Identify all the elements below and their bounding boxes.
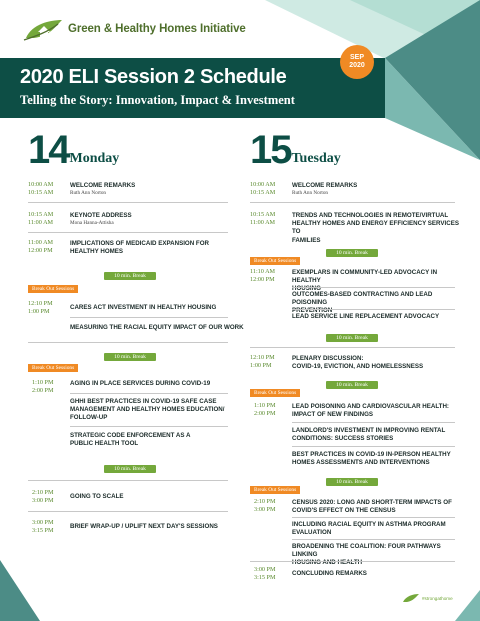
divider bbox=[292, 539, 455, 540]
time-start: 12:10 PM bbox=[28, 300, 53, 307]
tuesday-s3-c: LEAD SERVICE LINE REPLACEMENT ADVOCACY bbox=[292, 313, 440, 320]
monday-s2-time bbox=[28, 211, 53, 227]
monday-s4-a: CARES ACT INVESTMENT IN HEALTHY HOUSING bbox=[70, 304, 217, 311]
breakout-label: Break Out Sessions bbox=[250, 486, 300, 494]
title-line: HOUSING bbox=[292, 285, 321, 293]
monday-s4-time bbox=[28, 300, 53, 316]
time-start: 10:00 AM bbox=[250, 181, 276, 188]
title-line: TRENDS AND TECHNOLOGIES IN REMOTE/VIRTUAL bbox=[292, 212, 449, 219]
tuesday-s4-time bbox=[250, 354, 275, 370]
title-line: BROADENING THE COALITION: FOUR PATHWAYS LINKING bbox=[292, 543, 441, 559]
tuesday-s6-a bbox=[292, 499, 467, 515]
monday-date: 14 bbox=[28, 128, 69, 172]
divider bbox=[28, 511, 228, 512]
time-end: 3:00 PM bbox=[254, 506, 276, 513]
title-line: CONDITIONS: SUCCESS STORIES bbox=[292, 435, 394, 443]
session-speaker: Ruth Ann Norton bbox=[292, 190, 329, 197]
session-title: WELCOME REMARKS bbox=[292, 182, 358, 189]
tuesday-s1-time bbox=[250, 181, 275, 197]
break-bar: 10 min. Break bbox=[326, 381, 378, 389]
time-end: 2:00 PM bbox=[32, 387, 54, 394]
time-end: 11:00 AM bbox=[250, 219, 276, 226]
monday-s5-a: AGING IN PLACE SERVICES DURING COVID-19 bbox=[70, 380, 211, 387]
time-start: 12:10 PM bbox=[250, 354, 275, 361]
time-start: 2:10 PM bbox=[32, 489, 54, 496]
date-badge-month: SEP bbox=[349, 54, 364, 61]
tuesday-s5-time bbox=[254, 402, 276, 418]
break-bar: 10 min. Break bbox=[326, 334, 378, 342]
time-end: 3:15 PM bbox=[32, 527, 54, 534]
page-subtitle: Telling the Story: Innovation, Impact & Investment bbox=[20, 93, 295, 107]
tuesday-s4-title bbox=[292, 355, 467, 371]
footer-hashtag: #strongathome bbox=[422, 595, 453, 601]
divider bbox=[70, 393, 228, 394]
tuesday-s6-c bbox=[292, 543, 467, 568]
time-start: 10:15 AM bbox=[250, 211, 276, 218]
title-line: INCLUDING RACIAL EQUITY IN ASTHMA PROGRAM bbox=[292, 521, 446, 528]
time-end: 3:00 PM bbox=[32, 497, 54, 504]
title-line: EVALUATION bbox=[292, 529, 332, 537]
time-end: 12:00 PM bbox=[28, 247, 53, 254]
tuesday-s3-time bbox=[250, 268, 275, 284]
time-end: 1:00 PM bbox=[250, 362, 272, 369]
tuesday-date: 15 bbox=[250, 128, 291, 172]
tuesday-s6-b bbox=[292, 521, 467, 537]
time-start: 11:10 AM bbox=[250, 268, 276, 275]
break-bar: 10 min. Break bbox=[104, 465, 156, 473]
title-line: LANDLORD'S INVESTMENT IN IMPROVING RENTAL bbox=[292, 427, 446, 434]
divider bbox=[28, 232, 228, 233]
breakout-label: Break Out Sessions bbox=[28, 285, 78, 293]
monday-s1-time bbox=[28, 181, 53, 197]
breakout-label: Break Out Sessions bbox=[250, 257, 300, 265]
title-line: PLENARY DISCUSSION: bbox=[292, 355, 364, 362]
time-start: 11:00 AM bbox=[28, 239, 54, 246]
break-bar: 10 min. Break bbox=[104, 272, 156, 280]
title-line: OUTCOMES-BASED CONTRACTING AND LEAD POISONING bbox=[292, 291, 433, 307]
divider bbox=[28, 202, 228, 203]
tuesday-s2-time bbox=[250, 211, 275, 227]
tuesday-s6-time bbox=[254, 498, 276, 514]
divider bbox=[292, 517, 455, 518]
monday-s2-title bbox=[70, 212, 255, 227]
time-end: 11:00 AM bbox=[28, 219, 54, 226]
tuesday-heading bbox=[250, 128, 341, 172]
monday-s5-c bbox=[70, 432, 255, 448]
org-name: Green & Healthy Homes Initiative bbox=[68, 23, 246, 35]
title-line: PUBLIC HEALTH TOOL bbox=[70, 440, 139, 448]
tuesday-label: Tuesday bbox=[291, 151, 341, 166]
time-start: 10:00 AM bbox=[28, 181, 54, 188]
session-title: KEYNOTE ADDRESS bbox=[70, 212, 132, 219]
time-end: 12:00 PM bbox=[250, 276, 275, 283]
title-line: CENSUS 2020: LONG AND SHORT-TERM IMPACTS OF bbox=[292, 499, 452, 506]
session-speaker: Ruth Ann Norton bbox=[70, 190, 107, 197]
title-line: IMPACT OF NEW FINDINGS bbox=[292, 411, 374, 419]
time-start: 3:00 PM bbox=[254, 566, 276, 573]
tuesday-s7-title: CONCLUDING REMARKS bbox=[292, 570, 367, 577]
time-start: 3:00 PM bbox=[32, 519, 54, 526]
time-start: 10:15 AM bbox=[28, 211, 54, 218]
break-bar: 10 min. Break bbox=[104, 353, 156, 361]
divider bbox=[28, 342, 228, 343]
monday-s6-time bbox=[32, 489, 54, 505]
title-line: LEAD POISONING AND CARDIOVASCULAR HEALTH: bbox=[292, 403, 449, 410]
divider bbox=[292, 446, 455, 447]
session-title: WELCOME REMARKS bbox=[70, 182, 136, 189]
tuesday-s5-b bbox=[292, 427, 467, 443]
title-line: HOMES ASSESSMENTS AND INTERVENTIONS bbox=[292, 459, 430, 467]
divider bbox=[292, 309, 455, 310]
date-badge bbox=[340, 45, 374, 79]
session-speaker: Mona Hanna-Attisha bbox=[70, 220, 114, 227]
title-line: FOLLOW-UP bbox=[70, 414, 108, 422]
monday-s5-time bbox=[32, 379, 54, 395]
title-line: PREVENTION bbox=[292, 307, 333, 315]
tuesday-s3-a bbox=[292, 269, 467, 294]
title-line: EXEMPLARS IN COMMUNITY-LED ADVOCACY IN HEALTHY bbox=[292, 269, 438, 285]
break-bar: 10 min. Break bbox=[326, 249, 378, 257]
monday-s7-title: BRIEF WRAP-UP / UPLIFT NEXT DAY'S SESSIONS bbox=[70, 523, 218, 530]
tuesday-s2-title bbox=[292, 212, 467, 245]
breakout-label: Break Out Sessions bbox=[28, 364, 78, 372]
tuesday-s3-b bbox=[292, 291, 467, 316]
time-end: 10:15 AM bbox=[250, 189, 276, 196]
divider bbox=[250, 561, 455, 562]
footer-logo bbox=[402, 593, 453, 603]
divider bbox=[292, 287, 455, 288]
time-start: 1:10 PM bbox=[254, 402, 276, 409]
title-line: FAMILIES bbox=[292, 236, 321, 244]
page-title: 2020 ELI Session 2 Schedule bbox=[20, 66, 287, 88]
monday-s1-title bbox=[70, 182, 255, 197]
tuesday-s7-time bbox=[254, 566, 276, 582]
title-line: HEALTHY HOMES AND ENERGY EFFICIENCY SERVICES TO bbox=[292, 220, 459, 236]
title-line: BEST PRACTICES IN COVID-19 IN-PERSON HEALTHY bbox=[292, 451, 451, 458]
monday-s6-title: GOING TO SCALE bbox=[70, 493, 124, 500]
divider bbox=[250, 202, 455, 203]
monday-label: Monday bbox=[69, 151, 120, 166]
title-line: COVID'S EFFECT ON THE CENSUS bbox=[292, 507, 396, 515]
time-start: 1:10 PM bbox=[32, 379, 54, 386]
monday-heading bbox=[28, 128, 120, 172]
monday-s3-time bbox=[28, 239, 53, 255]
ghhi-logo bbox=[22, 16, 246, 42]
time-end: 2:00 PM bbox=[254, 410, 276, 417]
ghhi-leaf-icon bbox=[402, 593, 420, 603]
title-line: IMPLICATIONS OF MEDICAID EXPANSION FOR bbox=[70, 240, 209, 247]
divider bbox=[28, 480, 228, 481]
title-line: HEALTHY HOMES bbox=[70, 248, 124, 256]
divider bbox=[250, 347, 455, 348]
time-end: 3:15 PM bbox=[254, 574, 276, 581]
monday-s4-b: MEASURING THE RACIAL EQUITY IMPACT OF OUR WORK bbox=[70, 324, 244, 331]
time-end: 10:15 AM bbox=[28, 189, 54, 196]
monday-s3-title bbox=[70, 240, 255, 256]
monday-s7-time bbox=[32, 519, 54, 535]
title-line: MANAGEMENT AND HEALTHY HOMES EDUCATION/ bbox=[70, 406, 225, 414]
time-end: 1:00 PM bbox=[28, 308, 50, 315]
title-line: COVID-19, EVICTION, AND HOMELESSNESS bbox=[292, 363, 424, 371]
bottom-left-shape bbox=[0, 560, 40, 621]
tuesday-s1-title bbox=[292, 182, 477, 197]
bottom-right-shape bbox=[455, 590, 480, 621]
tuesday-s5-c bbox=[292, 451, 467, 467]
title-line: STRATEGIC CODE ENFORCEMENT AS A bbox=[70, 432, 191, 439]
monday-s5-b bbox=[70, 398, 255, 423]
tuesday-s5-a bbox=[292, 403, 467, 419]
time-start: 2:10 PM bbox=[254, 498, 276, 505]
breakout-label: Break Out Sessions bbox=[250, 389, 300, 397]
ghhi-leaf-house-icon bbox=[22, 16, 66, 42]
divider bbox=[70, 426, 228, 427]
title-line: HOUSING AND HEALTH bbox=[292, 559, 363, 567]
break-bar: 10 min. Break bbox=[326, 478, 378, 486]
title-line: GHHI BEST PRACTICES IN COVID-19 SAFE CASE bbox=[70, 398, 217, 405]
divider bbox=[70, 317, 228, 318]
divider bbox=[292, 422, 455, 423]
date-badge-year: 2020 bbox=[349, 62, 365, 69]
